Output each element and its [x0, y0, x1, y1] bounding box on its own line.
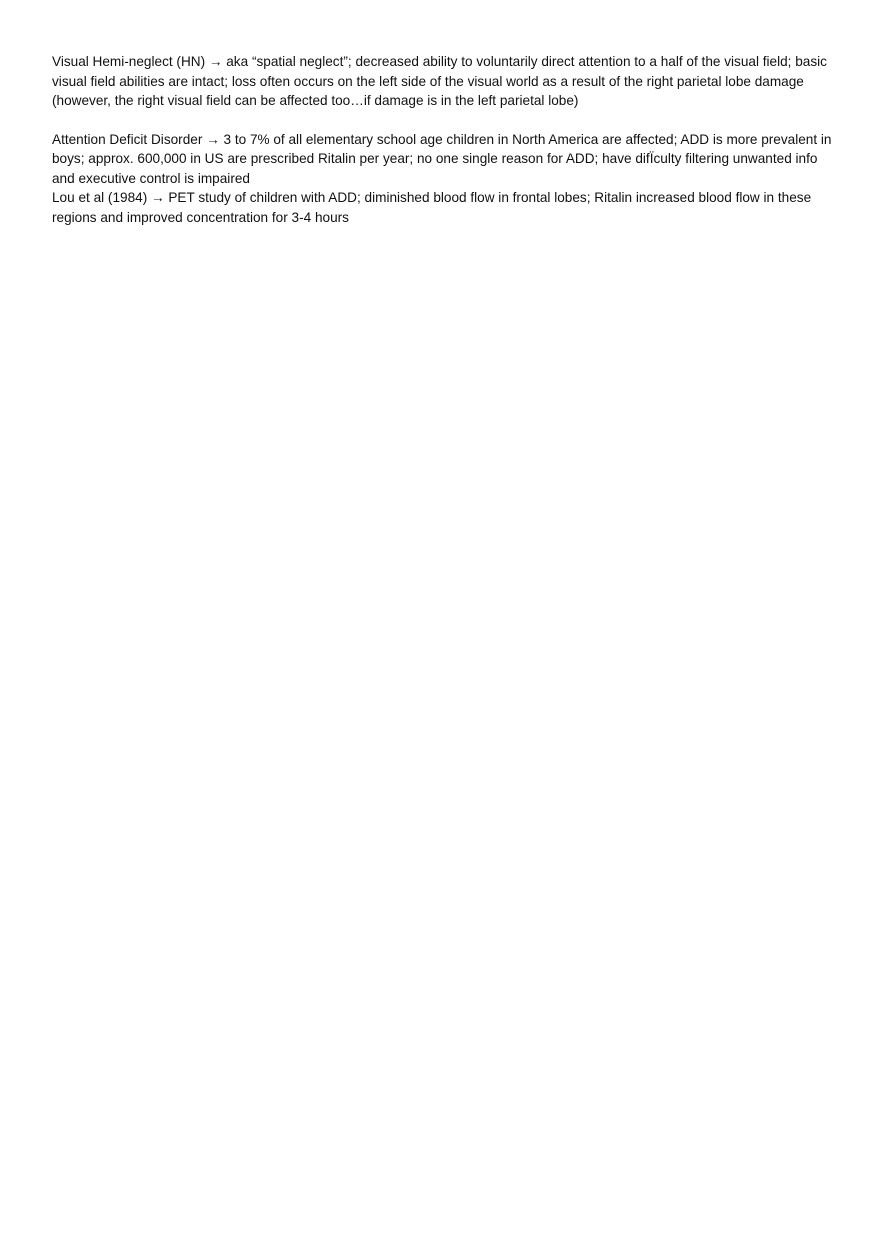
document-body: [52, 52, 832, 227]
paragraph-lou-et-al: Lou et al (1984) → PET study of children with ADD; diminished blood flow in frontal lobes; Ritalin increased blood flow in these regions and improved concentration for 3-4 hours: [52, 190, 812, 225]
paragraph-attention-deficit-disorder: Attention Deficit Disorder → 3 to 7% of all elementary school age children in North America are affected; ADD is more prevalent in boys; approx. 600,000 in US are prescribed Ritalin per year; no one single reason for ADD; have difÏculty filtering unwanted info and executive control is impaired: [52, 131, 832, 186]
paragraph-visual-hemi-neglect: Visual Hemi-neglect (HN) → aka “spatial neglect”; decreased ability to voluntarily direct attention to a half of the visual field; basic visual field abilities are intact; loss often occurs on the left side of the visual world as a result of the right parietal lobe damage (however, the right visual field can be affected too…if damage is in the left parietal lobe): [52, 54, 827, 108]
paragraph-spacer: [52, 111, 832, 130]
